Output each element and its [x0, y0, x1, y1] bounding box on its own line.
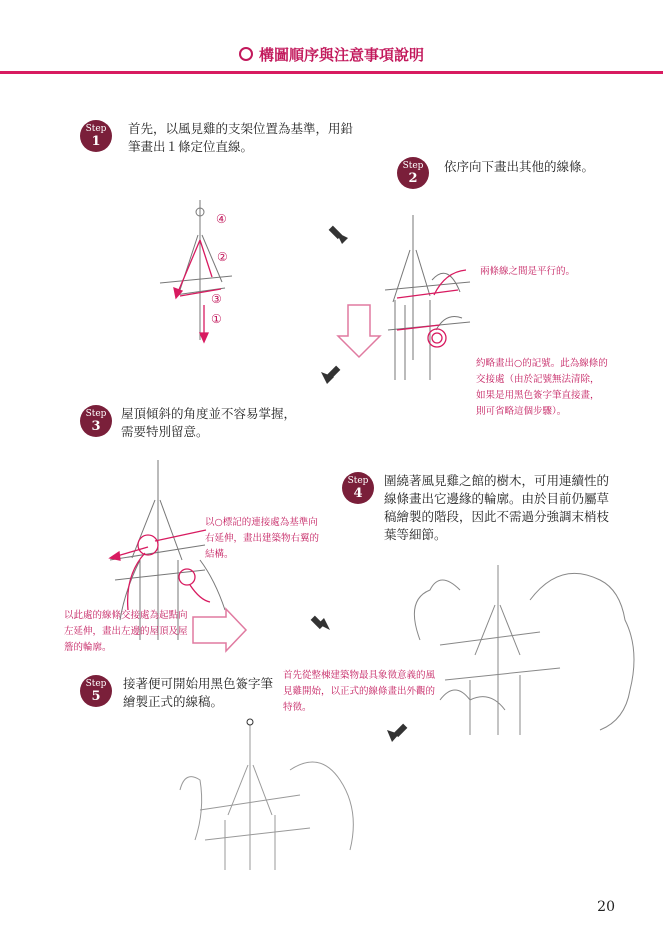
- note-extend-right: 以○標記的連接處為基準向右延伸，畫出建築物右翼的結構。: [205, 517, 320, 560]
- step-2-badge: Step 2: [397, 157, 429, 189]
- outline-right-arrow: [193, 609, 246, 651]
- page-number: 20: [597, 899, 615, 915]
- step-4-badge: Step 4: [342, 472, 374, 504]
- step5-sketch: [180, 719, 353, 870]
- step2-markers: [397, 270, 466, 347]
- step-1-text: 首先，以風見雞的支架位置為基準，用鉛筆畫出１條定位直線。: [128, 121, 354, 154]
- marker-1: ①: [211, 312, 222, 326]
- step-5-text: 接著便可開始用黑色簽字筆繪製正式的線稿。: [123, 676, 274, 709]
- marker-2: ②: [217, 250, 228, 264]
- step-1-badge: Step 1: [80, 120, 112, 152]
- note-extend-left: 以此處的線條交接處為起點向左延伸，畫出左邊的屋頂及屋簷的輪廓。: [64, 610, 188, 653]
- marker-4: ④: [216, 212, 227, 226]
- step-4-text: 圍繞著風見雞之館的樹木，可用連續性的線條畫出它邊緣的輪廓。由於目前仍屬草稿繪製的階段，因此不需過分強調末梢枝葉等細節。: [384, 473, 610, 542]
- step-3-text: 屋頂傾斜的角度並不容易掌握，需要特別留意。: [121, 406, 297, 439]
- step-2-text: 依序向下畫出其他的線條。: [444, 159, 595, 174]
- step4-sketch: [414, 565, 634, 735]
- outline-down-arrow: [338, 305, 380, 357]
- note-step5: 首先從整棟建築物最具象徵意義的風見雞開始，以正式的線條畫出外觀的特徵。: [283, 670, 436, 713]
- step-5-badge: Step 5: [80, 675, 112, 707]
- page-title-text: 構圖順序與注意事項說明: [258, 46, 424, 64]
- note-parallel: 兩條線之間是平行的。: [480, 266, 576, 277]
- note-circle-mark: 約略畫出○的記號。此為線條的交接處（由於記號無法清除，如果是用黑色簽字筆直接畫，則可省略這個步驟）。: [476, 358, 608, 417]
- marker-3: ③: [211, 292, 222, 306]
- step-3-badge: Step 3: [80, 405, 112, 437]
